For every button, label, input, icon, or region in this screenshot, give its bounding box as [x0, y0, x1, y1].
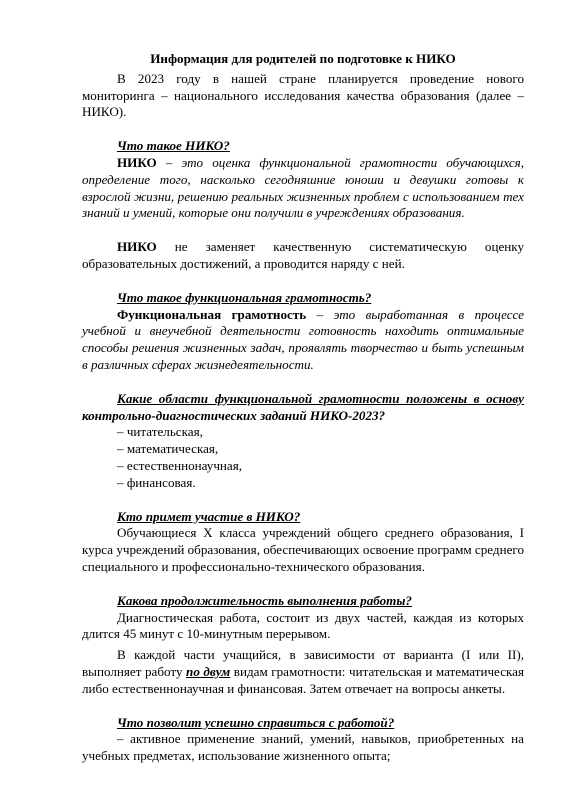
variant-answer	[82, 647, 524, 697]
functional-literacy-definition	[82, 307, 524, 374]
success-answer: – активное применение знаний, умений, навыков, приобретенных на учебных предметах, использование жизненного опыта;	[82, 731, 524, 764]
list-item: – читательская,	[117, 424, 203, 440]
niko-note-term: НИКО	[117, 239, 157, 255]
intro-paragraph: В 2023 году в нашей стране планируется проведение нового мониторинга – национального исследования качества образования (далее – НИКО).	[82, 70, 524, 120]
participants-answer: Обучающиеся X класса учреждений общего среднего образования, I курса учреждений образования, обеспечивающих освоение программ среднего специального и профессионально-технического образования.	[82, 525, 524, 574]
list-item: – финансовая.	[117, 474, 196, 490]
question-what-is-niko: Что такое НИКО?	[117, 138, 230, 154]
question-areas	[82, 391, 524, 425]
document-page	[82, 51, 524, 765]
niko-term: НИКО	[117, 154, 157, 170]
question-duration: Какова продолжительность выполнения работы?	[117, 592, 412, 608]
question-participants: Кто примет участие в НИКО?	[117, 508, 301, 524]
niko-note-text: не заменяет качественную систематическую оценку образовательных достижений, а проводится наряду с ней.	[82, 239, 524, 271]
variant-answer-end: видам грамотности: читательская и математическая либо естественнонаучная и финансовая. Затем отвечает на вопросы анкеты.	[82, 663, 525, 696]
page-title: Информация для родителей по подготовке к НИКО	[150, 51, 456, 66]
variant-answer-emphasis: по двум	[186, 663, 231, 679]
duration-answer: Диагностическая работа, состоит из двух частей, каждая из которых длится 45 минут с 10-минутным перерывом.	[82, 609, 524, 642]
list-item: – математическая,	[117, 441, 219, 457]
question-areas-part2: контрольно-диагностических заданий НИКО-2023?	[82, 407, 386, 423]
functional-literacy-text: – это выработанная в процессе учебной и внеучебной деятельности готовность находить оптимальные способы решения жизненных задач, проявлять творчество и быть успешным в различных сферах жизнедеятельности.	[82, 306, 524, 372]
question-areas-part1: Какие области функциональной грамотности положены в основу	[117, 390, 524, 406]
functional-literacy-term: Функциональная грамотность	[117, 306, 307, 322]
niko-note	[82, 239, 524, 273]
niko-definition	[82, 155, 524, 222]
list-item: – естественнонаучная,	[117, 457, 243, 473]
question-functional-literacy: Что такое функциональная грамотность?	[117, 289, 372, 305]
question-success: Что позволит успешно справиться с работой?	[117, 714, 395, 730]
niko-definition-text: – это оценка функциональной грамотности обучающихся, определение того, насколько сегодняшние юноши и девушки готовы к взрослой жизни, решению реальных жизненных проблем с использованием тех знаний и умений, которые они получили в учреждениях образования.	[82, 154, 524, 221]
variant-answer-start: В каждой части учащийся, в зависимости от варианта (I или II), выполняет работу	[82, 647, 524, 679]
